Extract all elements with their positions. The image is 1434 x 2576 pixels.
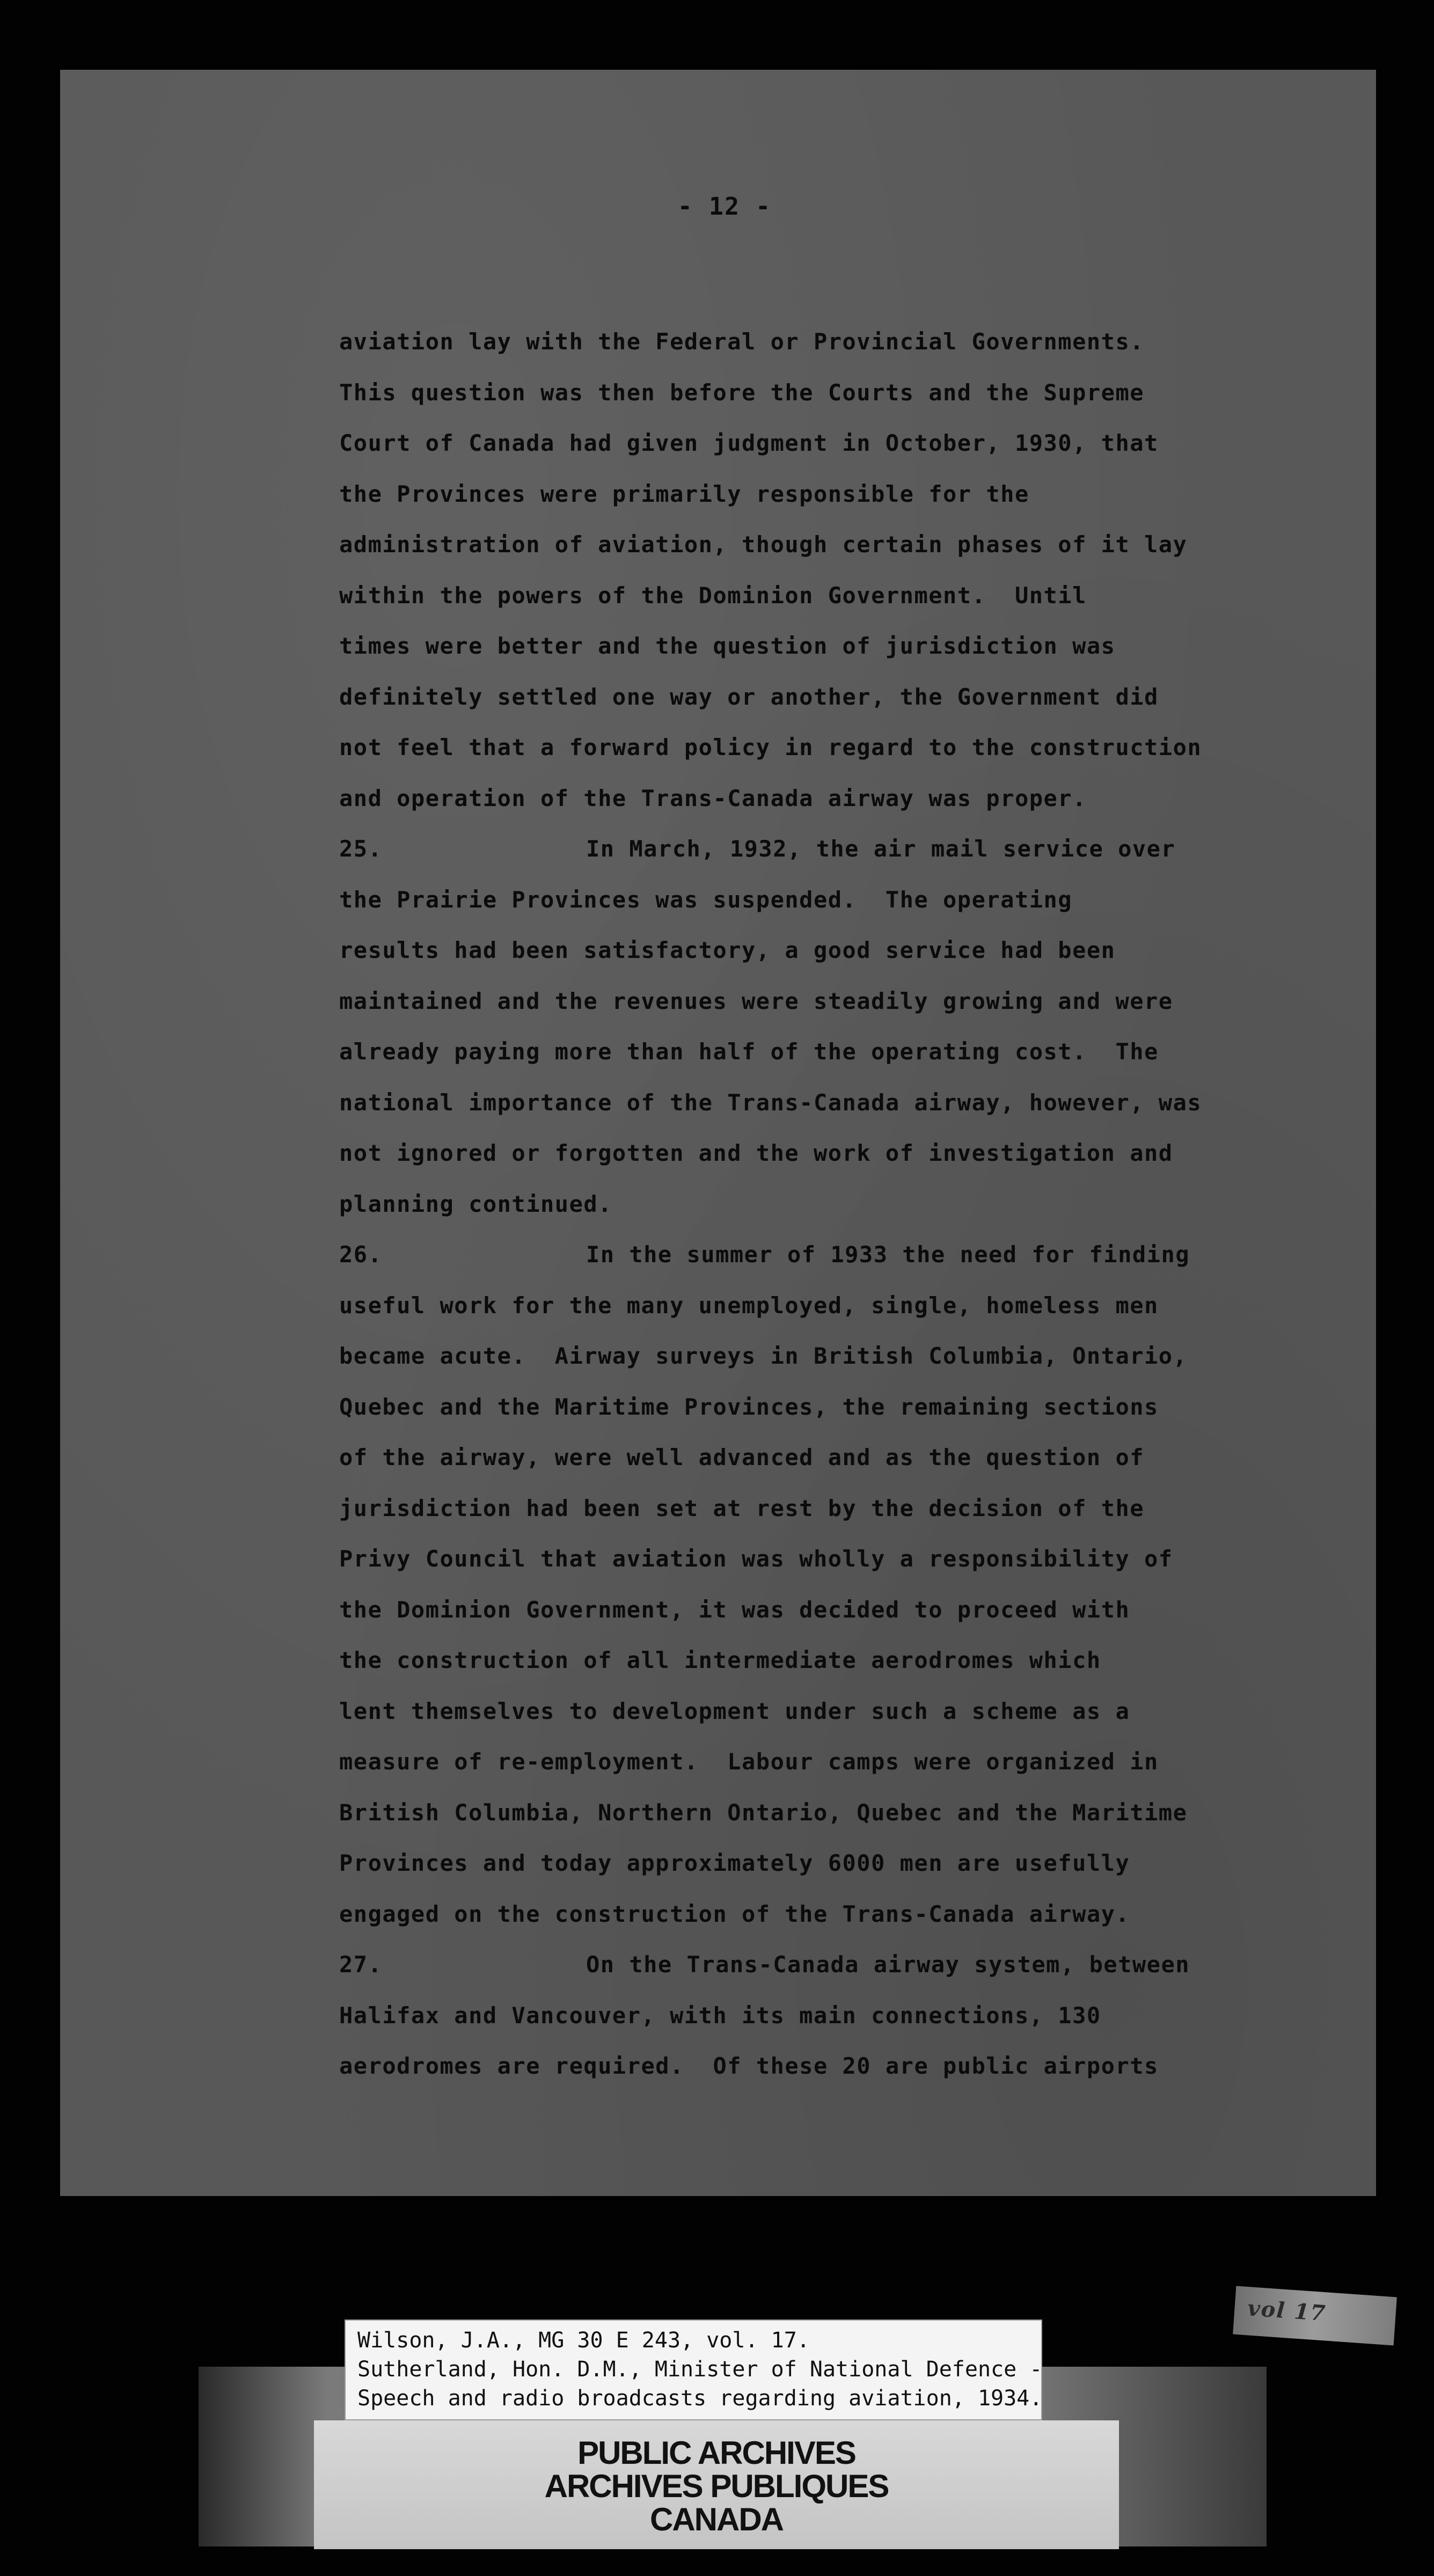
stamp-line: CANADA <box>650 2501 783 2537</box>
text-line: British Columbia, Northern Ontario, Quebec and the Maritime <box>339 1799 1188 1826</box>
archive-reference-label <box>345 2319 1042 2420</box>
text-line: useful work for the many unemployed, single, homeless men <box>339 1292 1159 1319</box>
text-line: Quebec and the Maritime Provinces, the remaining sections <box>339 1393 1159 1420</box>
text-line: the Prairie Provinces was suspended. The operating <box>339 886 1073 913</box>
text-line: On the Trans-Canada airway system, between <box>586 1951 1190 1978</box>
paragraph-number: 25. <box>339 836 383 862</box>
archive-label-line: Sutherland, Hon. D.M., Minister of National Defence - <box>357 2357 1043 2382</box>
paragraph-27-first-line <box>339 1940 1359 1990</box>
corner-tag-text: vol 17 <box>1247 2295 1327 2326</box>
text-line: aviation lay with the Federal or Provincial Governments. <box>339 328 1145 355</box>
archive-label-line: Speech and radio broadcasts regarding aviation, 1934. <box>357 2386 1043 2411</box>
paragraph-25-first-line <box>339 824 1359 875</box>
text-line: definitely settled one way or another, the Government did <box>339 683 1159 710</box>
paragraph-26-first-line <box>339 1230 1359 1280</box>
text-line: Court of Canada had given judgment in October, 1930, that <box>339 430 1159 456</box>
text-line: This question was then before the Courts and the Supreme <box>339 379 1145 406</box>
text-line: Halifax and Vancouver, with its main connections, 130 <box>339 2002 1101 2029</box>
text-line: and operation of the Trans-Canada airway was proper. <box>339 785 1087 811</box>
text-line: the construction of all intermediate aerodromes which <box>339 1647 1101 1673</box>
text-line: times were better and the question of jurisdiction was <box>339 633 1116 659</box>
text-line: jurisdiction had been set at rest by the decision of the <box>339 1495 1145 1521</box>
paragraph-number: 26. <box>339 1241 383 1268</box>
text-line: aerodromes are required. Of these 20 are public airports <box>339 2053 1159 2079</box>
text-line: results had been satisfactory, a good service had been <box>339 937 1116 963</box>
text-line: engaged on the construction of the Trans-Canada airway. <box>339 1900 1130 1927</box>
typed-body-text <box>339 317 1359 2092</box>
stamp-line: ARCHIVES PUBLIQUES <box>544 2468 889 2504</box>
archive-corner-tag <box>1233 2286 1397 2346</box>
page-number: - 12 - <box>677 192 772 221</box>
stamp-line: PUBLIC ARCHIVES <box>577 2435 855 2471</box>
archive-label-line: Wilson, J.A., MG 30 E 243, vol. 17. <box>357 2328 810 2353</box>
text-line: of the airway, were well advanced and as the question of <box>339 1444 1145 1470</box>
text-line: the Provinces were primarily responsible for the <box>339 480 1029 507</box>
text-line: the Dominion Government, it was decided to proceed with <box>339 1596 1130 1623</box>
text-line: not feel that a forward policy in regard to the construction <box>339 734 1202 760</box>
paragraph-number: 27. <box>339 1951 383 1978</box>
text-line: within the powers of the Dominion Government. Until <box>339 582 1087 609</box>
text-line: lent themselves to development under such a scheme as a <box>339 1697 1130 1724</box>
text-line: already paying more than half of the operating cost. The <box>339 1038 1159 1065</box>
text-line: national importance of the Trans-Canada airway, however, was <box>339 1089 1202 1116</box>
text-line: planning continued. <box>339 1190 612 1217</box>
text-line: Provinces and today approximately 6000 men are usefully <box>339 1850 1130 1876</box>
text-line: In March, 1932, the air mail service over <box>586 836 1176 862</box>
text-line: became acute. Airway surveys in British Columbia, Ontario, <box>339 1343 1188 1369</box>
text-line: Privy Council that aviation was wholly a responsibility of <box>339 1546 1173 1572</box>
public-archives-stamp <box>314 2420 1119 2549</box>
text-line: not ignored or forgotten and the work of investigation and <box>339 1140 1173 1166</box>
text-line: maintained and the revenues were steadily growing and were <box>339 987 1173 1014</box>
text-line: In the summer of 1933 the need for finding <box>586 1241 1190 1268</box>
text-line: measure of re-employment. Labour camps were organized in <box>339 1748 1159 1775</box>
text-line: administration of aviation, though certain phases of it lay <box>339 531 1188 558</box>
